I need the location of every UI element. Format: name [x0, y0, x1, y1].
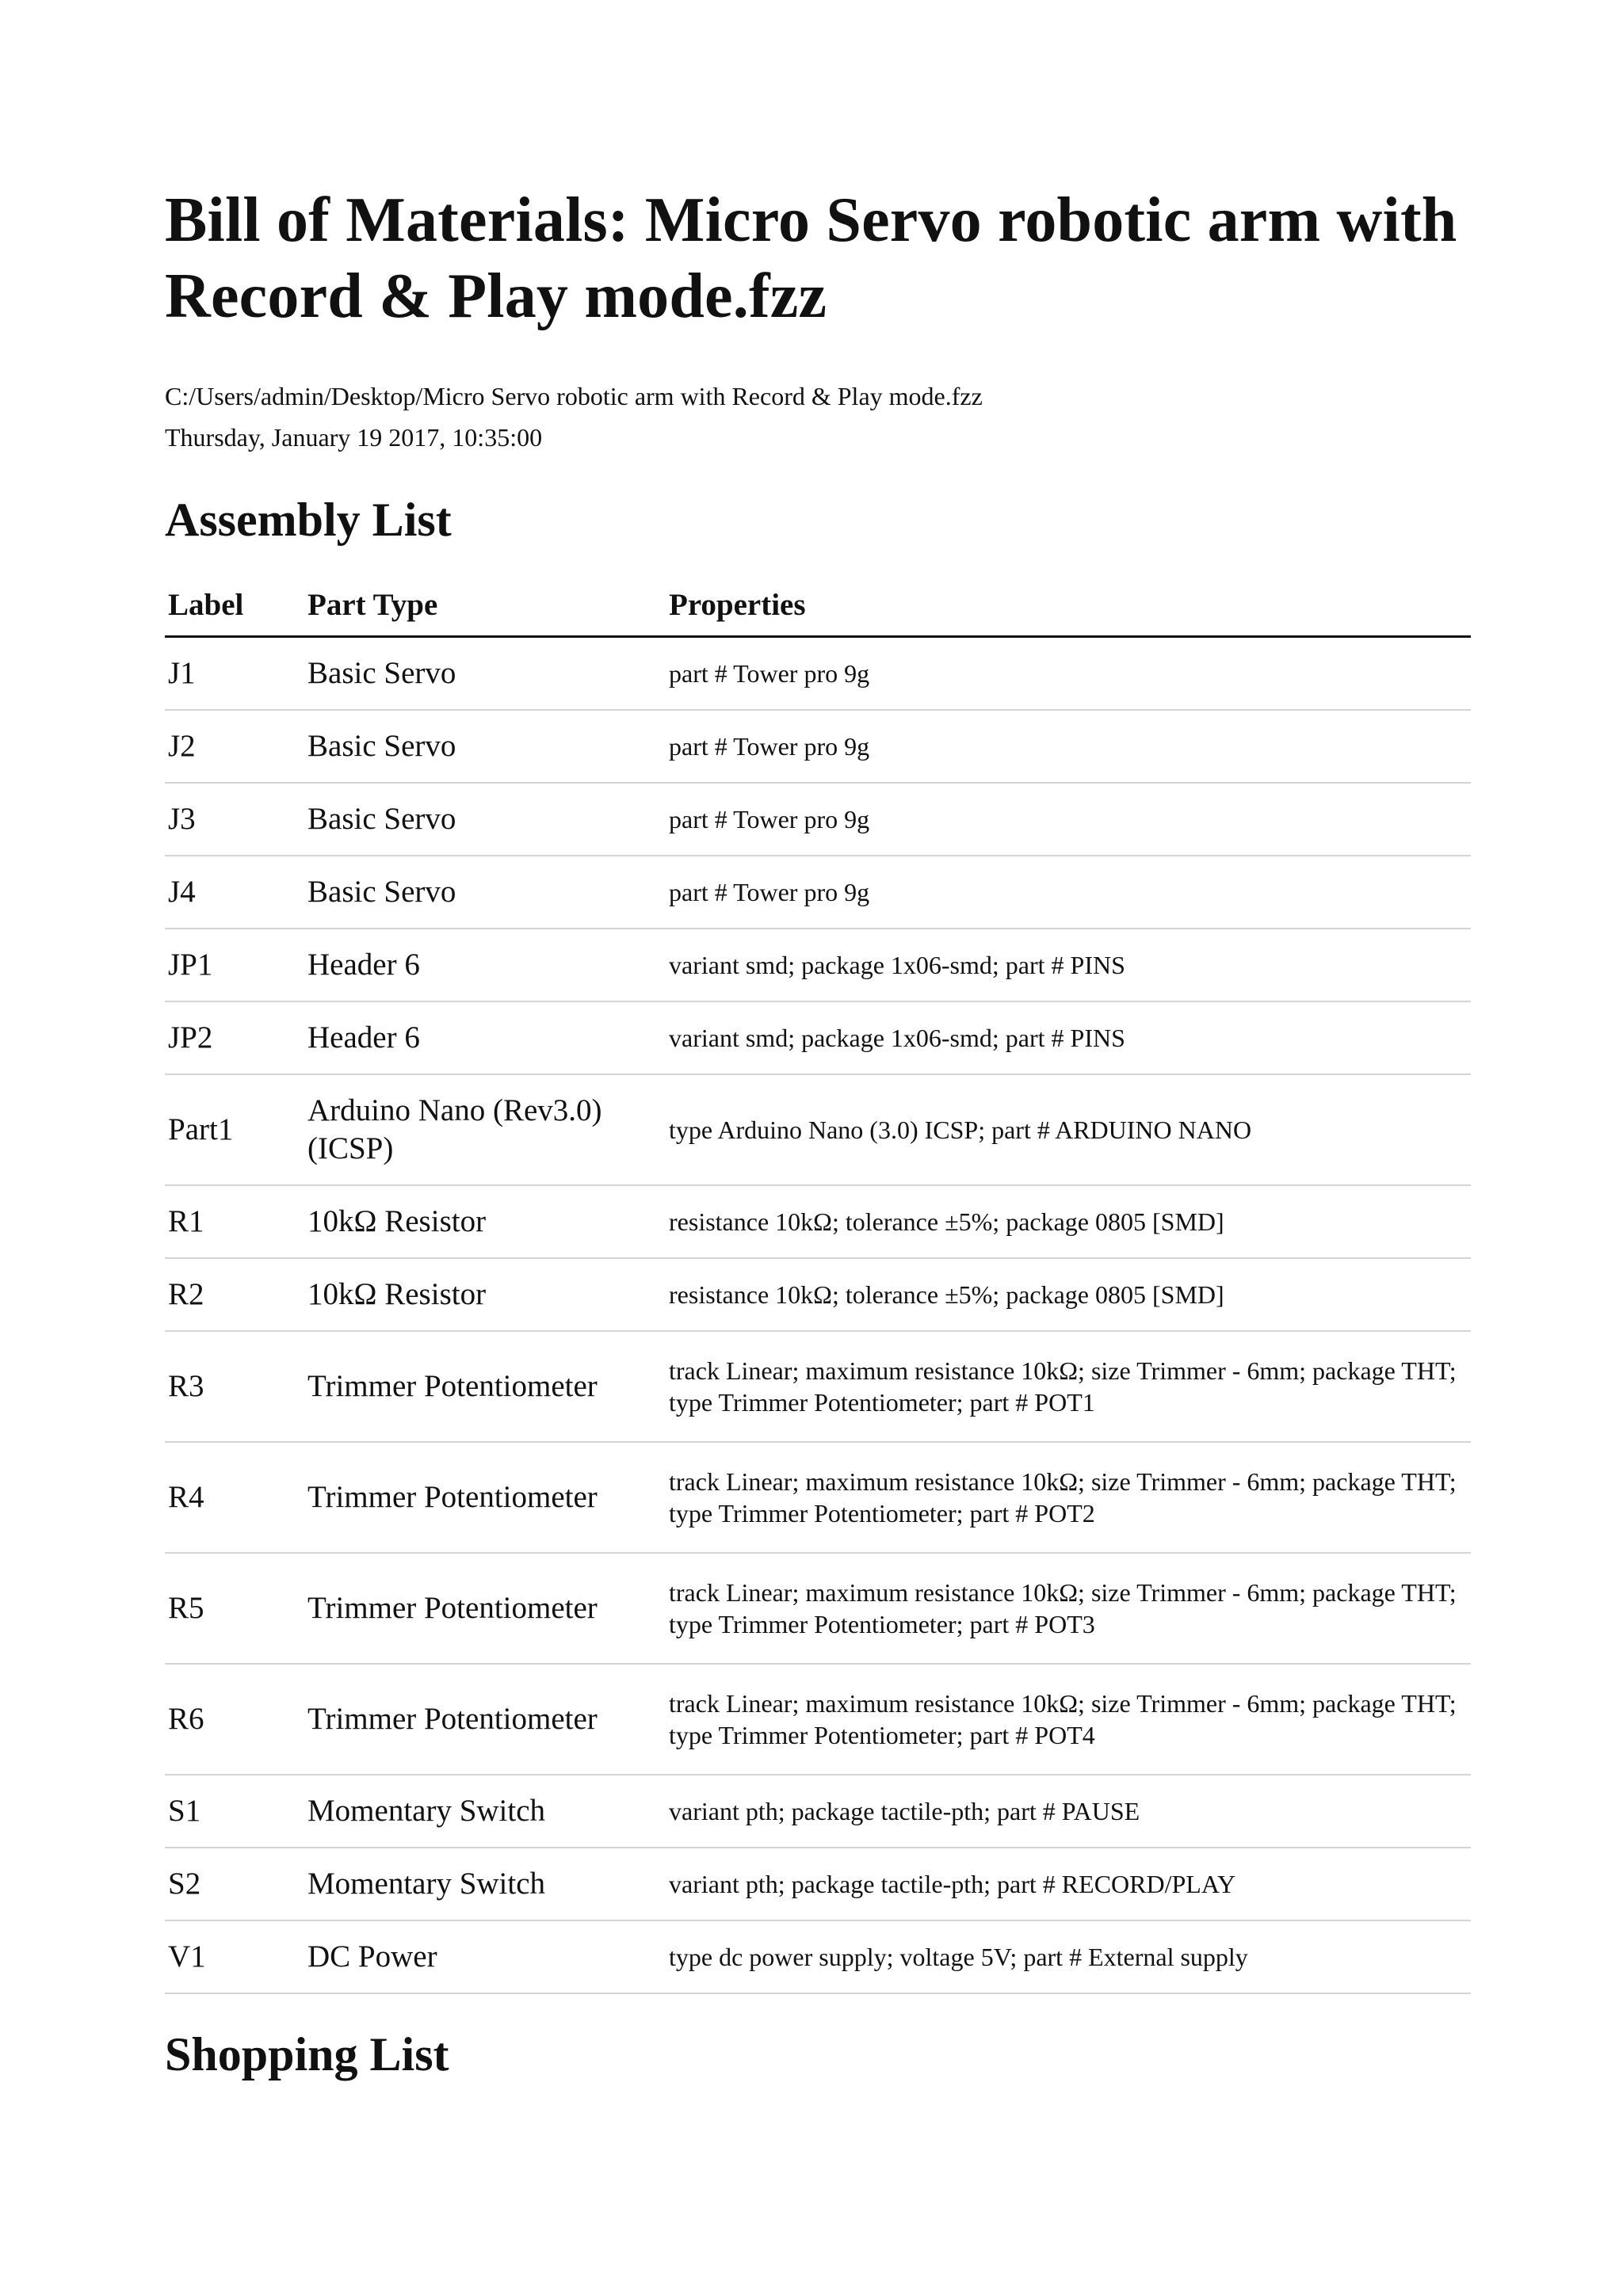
- row-properties: variant smd; package 1x06-smd; part # PINS: [666, 929, 1471, 1001]
- row-properties: part # Tower pro 9g: [666, 856, 1471, 929]
- row-properties: variant smd; package 1x06-smd; part # PINS: [666, 1001, 1471, 1074]
- row-properties: part # Tower pro 9g: [666, 637, 1471, 710]
- row-properties: track Linear; maximum resistance 10kΩ; size Trimmer - 6mm; package THT; type Trimmer Potentiometer; part # POT1: [666, 1331, 1471, 1442]
- row-label: R1: [165, 1185, 304, 1258]
- row-properties: type Arduino Nano (3.0) ICSP; part # ARDUINO NANO: [666, 1074, 1471, 1185]
- row-properties: track Linear; maximum resistance 10kΩ; size Trimmer - 6mm; package THT; type Trimmer Potentiometer; part # POT4: [666, 1664, 1471, 1775]
- row-part-type: 10kΩ Resistor: [304, 1185, 666, 1258]
- table-row: [165, 1258, 1471, 1331]
- document-page: [165, 182, 1471, 2083]
- row-part-type: Basic Servo: [304, 856, 666, 929]
- table-row: [165, 1331, 1471, 1442]
- file-path: C:/Users/admin/Desktop/Micro Servo robotic arm with Record & Play mode.fzz: [165, 382, 983, 410]
- row-properties: variant pth; package tactile-pth; part # PAUSE: [666, 1775, 1471, 1848]
- row-label: R3: [165, 1331, 304, 1442]
- table-row: [165, 1848, 1471, 1920]
- table-row: [165, 1074, 1471, 1185]
- row-label: S2: [165, 1848, 304, 1920]
- assembly-table-body: [165, 637, 1471, 1993]
- row-properties: track Linear; maximum resistance 10kΩ; size Trimmer - 6mm; package THT; type Trimmer Potentiometer; part # POT3: [666, 1553, 1471, 1664]
- document-meta: [165, 376, 1471, 458]
- row-label: R5: [165, 1553, 304, 1664]
- assembly-list-heading: Assembly List: [165, 494, 452, 546]
- row-label: JP1: [165, 929, 304, 1001]
- row-properties: part # Tower pro 9g: [666, 783, 1471, 856]
- shopping-list-heading: Shopping List: [165, 2027, 449, 2081]
- table-row: [165, 929, 1471, 1001]
- row-label: S1: [165, 1775, 304, 1848]
- column-header-properties: Properties: [666, 586, 1471, 637]
- row-label: JP2: [165, 1001, 304, 1074]
- row-properties: part # Tower pro 9g: [666, 710, 1471, 783]
- row-label: Part1: [165, 1074, 304, 1185]
- row-properties: variant pth; package tactile-pth; part # RECORD/PLAY: [666, 1848, 1471, 1920]
- row-part-type: 10kΩ Resistor: [304, 1258, 666, 1331]
- row-properties: resistance 10kΩ; tolerance ±5%; package 0805 [SMD]: [666, 1258, 1471, 1331]
- assembly-table: [165, 586, 1471, 1994]
- column-header-label: Label: [165, 586, 304, 637]
- row-part-type: Header 6: [304, 929, 666, 1001]
- row-properties: track Linear; maximum resistance 10kΩ; size Trimmer - 6mm; package THT; type Trimmer Potentiometer; part # POT2: [666, 1442, 1471, 1553]
- row-part-type: Trimmer Potentiometer: [304, 1331, 666, 1442]
- row-part-type: DC Power: [304, 1920, 666, 1993]
- row-label: J4: [165, 856, 304, 929]
- table-row: [165, 1775, 1471, 1848]
- table-row: [165, 1553, 1471, 1664]
- row-part-type: Header 6: [304, 1001, 666, 1074]
- table-row: [165, 783, 1471, 856]
- table-row: [165, 1001, 1471, 1074]
- row-part-type: Basic Servo: [304, 783, 666, 856]
- row-label: R2: [165, 1258, 304, 1331]
- table-row: [165, 1664, 1471, 1775]
- row-part-type: Basic Servo: [304, 637, 666, 710]
- table-row: [165, 1442, 1471, 1553]
- table-row: [165, 1920, 1471, 1993]
- row-label: J3: [165, 783, 304, 856]
- header-row: [165, 586, 1471, 637]
- row-part-type: Momentary Switch: [304, 1848, 666, 1920]
- table-row: [165, 856, 1471, 929]
- page-title: Bill of Materials: Micro Servo robotic arm with Record & Play mode.fzz: [165, 185, 1457, 331]
- row-label: V1: [165, 1920, 304, 1993]
- row-properties: type dc power supply; voltage 5V; part # External supply: [666, 1920, 1471, 1993]
- row-part-type: Basic Servo: [304, 710, 666, 783]
- row-part-type: Momentary Switch: [304, 1775, 666, 1848]
- row-part-type: Trimmer Potentiometer: [304, 1553, 666, 1664]
- timestamp: Thursday, January 19 2017, 10:35:00: [165, 423, 543, 452]
- table-row: [165, 637, 1471, 710]
- table-row: [165, 1185, 1471, 1258]
- row-part-type: Trimmer Potentiometer: [304, 1664, 666, 1775]
- row-part-type: Trimmer Potentiometer: [304, 1442, 666, 1553]
- column-header-part-type: Part Type: [304, 586, 666, 637]
- row-label: R4: [165, 1442, 304, 1553]
- assembly-table-header: [165, 586, 1471, 637]
- row-label: J2: [165, 710, 304, 783]
- row-part-type: Arduino Nano (Rev3.0) (ICSP): [304, 1074, 666, 1185]
- row-label: R6: [165, 1664, 304, 1775]
- table-row: [165, 710, 1471, 783]
- row-label: J1: [165, 637, 304, 710]
- row-properties: resistance 10kΩ; tolerance ±5%; package 0805 [SMD]: [666, 1185, 1471, 1258]
